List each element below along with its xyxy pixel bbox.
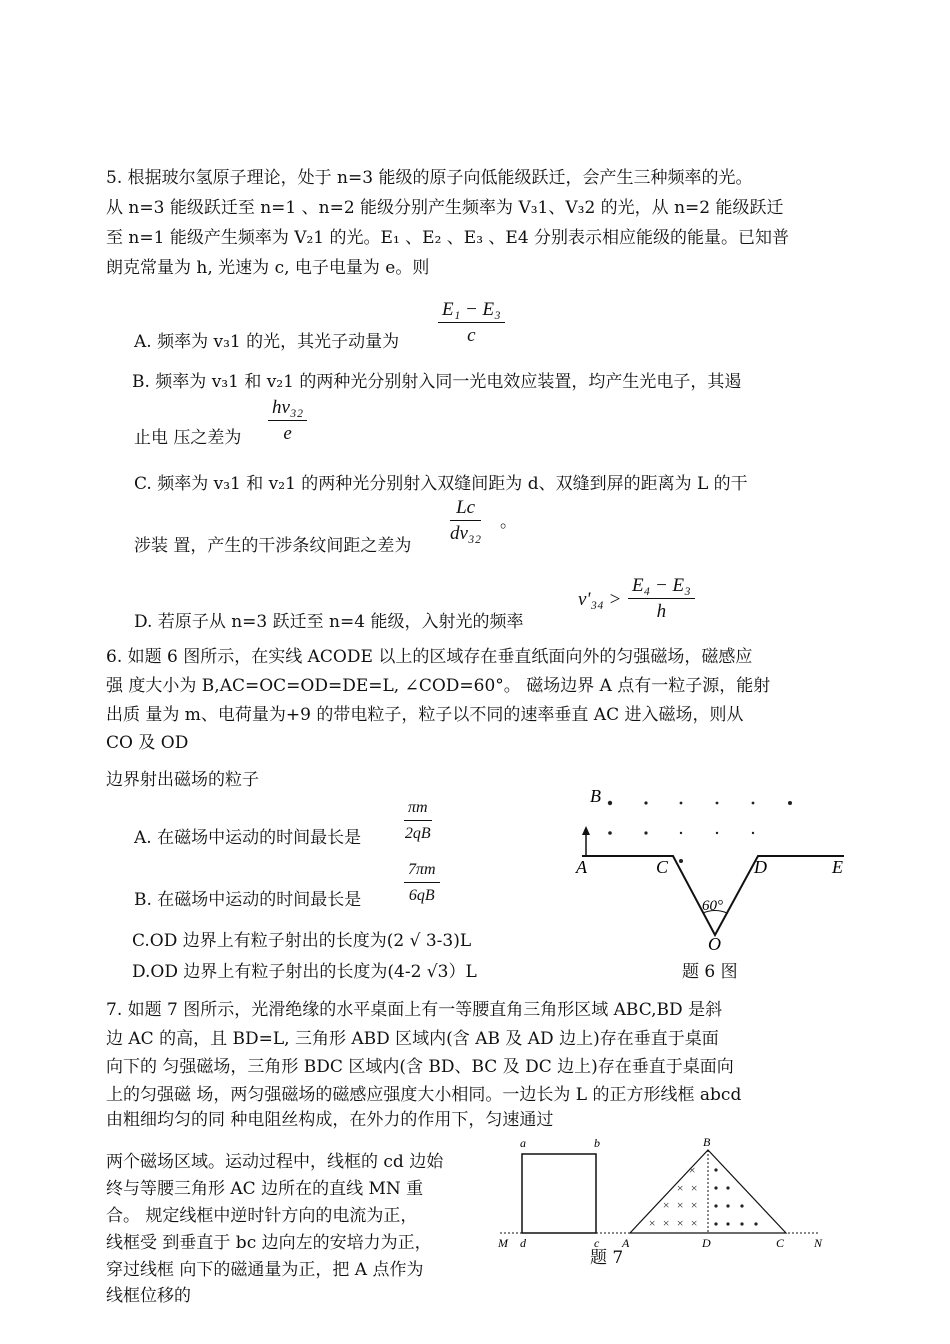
svg-text:×: × (676, 1216, 685, 1230)
q5-option-b-formula (268, 396, 307, 447)
svg-text:×: × (690, 1198, 699, 1212)
q6-stem-line5: 边界射出磁场的粒子 (106, 770, 259, 790)
formula-numerator: 7πm (404, 858, 440, 883)
label-big-d: D (702, 1236, 711, 1250)
formula-numerator: Lc (450, 496, 481, 521)
formula-numerator: E₄ − E₃ (628, 574, 695, 599)
formula-denominator: 2qB (404, 825, 431, 842)
svg-text:×: × (690, 1216, 699, 1230)
q6-option-b-formula (404, 858, 440, 909)
label-o: O (708, 934, 721, 954)
q5-option-c-line2: 涉装 置，产生的干涉条纹间距之差为 (134, 536, 412, 556)
q5-option-c-line1: C. 频率为 v₃1 和 v₂1 的两种光分别射入双缝间距为 d、双缝到屏的距离为 L 的干 (134, 474, 748, 494)
label-c: C (656, 857, 669, 877)
label-a: a (520, 1136, 526, 1150)
q6-figure (570, 780, 860, 955)
label-e: E (832, 857, 843, 877)
label-c: c (594, 1236, 600, 1250)
q7-figure (490, 1132, 830, 1282)
formula-numerator: hv₃₂ (268, 396, 307, 421)
label-a: A (576, 857, 587, 877)
q7-stem-line10: 穿过线框 向下的磁通量为正，把 A 点作为 (106, 1260, 424, 1280)
q6-option-a: A. 在磁场中运动的时间最长是 (134, 828, 362, 848)
label-d: d (520, 1236, 526, 1250)
svg-text:×: × (648, 1216, 657, 1230)
q5-option-d: D. 若原子从 n=3 跃迁至 n=4 能级，入射光的频率 (134, 612, 524, 632)
q7-stem-line4: 上的匀强磁 场，两匀强磁场的磁感应强度大小相同。一边长为 L 的正方形线框 abcd (106, 1085, 742, 1105)
q5-option-a-formula (438, 298, 505, 349)
formula-denominator: e (283, 423, 292, 444)
svg-text:×: × (662, 1198, 671, 1212)
label-n: N (814, 1236, 823, 1250)
q7-stem-line2: 边 AC 的高，且 BD=L, 三角形 ABD 区域内(含 AB 及 AD 边上)存在垂直于桌面 (106, 1029, 719, 1049)
q6-figure-caption: 题 6 图 (682, 962, 738, 982)
q7-stem-line5: 由粗细均匀的同 种电阻丝构成，在外力的作用下，匀速通过 (106, 1110, 554, 1130)
q7-stem-line11: 线框位移的 (106, 1286, 191, 1306)
q5-stem-line3: 至 n=1 能级产生频率为 V₂1 的光。E₁ 、E₂ 、E₃ 、E4 分别表示相应能级的能量。已知普 (106, 228, 790, 248)
q6-option-a-formula (404, 796, 432, 847)
q5-stem-line2: 从 n=3 能级跃迁至 n=1 、n=2 能级分别产生频率为 V₃1、V₃2 的光，从 n=2 能级跃迁 (106, 198, 784, 218)
q7-stem-line9: 线框受 到垂直于 bc 边向左的安培力为正， (106, 1233, 432, 1253)
q7-stem-line1: 7. 如题 7 图所示，光滑绝缘的水平桌面上有一等腰直角三角形区域 ABC,BD 是斜 (106, 1000, 723, 1020)
q6-stem-line4: CO 及 OD (106, 733, 189, 753)
label-b: b (594, 1136, 600, 1150)
q7-stem-line6: 两个磁场区域。运动过程中，线框的 cd 边始 (106, 1152, 444, 1172)
q6-stem-line3: 出质 量为 m、电荷量为+9 的带电粒子，粒子以不同的速率垂直 AC 进入磁场，则从 (106, 705, 744, 725)
svg-text:×: × (688, 1163, 697, 1177)
formula-denominator: h (656, 601, 667, 622)
q6-stem-line1: 6. 如题 6 图所示，在实线 ACODE 以上的区域存在垂直纸面向外的匀强磁场，磁感应 (106, 647, 753, 667)
svg-text:×: × (662, 1216, 671, 1230)
label-m: M (498, 1236, 508, 1250)
q5-option-c-end: 。 (500, 512, 517, 532)
q6-option-d: D.OD 边界上有粒子射出的长度为(4-2 √3）L (132, 962, 477, 982)
q5-option-d-formula (628, 574, 695, 625)
label-big-b: B (703, 1135, 711, 1149)
formula-denominator: 6qB (408, 887, 435, 904)
q5-option-c-formula (450, 496, 481, 547)
q7-stem-line7: 终与等腰三角形 AC 边所在的直线 MN 重 (106, 1179, 424, 1199)
formula-denominator: dv₃₂ (450, 523, 482, 544)
label-b: B (590, 786, 601, 806)
q6-option-b: B. 在磁场中运动的时间最长是 (134, 890, 362, 910)
q6-option-c: C.OD 边界上有粒子射出的长度为(2 √ 3-3)L (132, 931, 472, 951)
label-d: D (754, 857, 767, 877)
q6-stem-line2: 强 度大小为 B,AC=OC=OD=DE=L, ∠COD=60°。 磁场边界 A 点有一粒子源，能射 (106, 676, 771, 696)
q5-option-b-line2: 止电 压之差为 (134, 428, 242, 448)
formula-numerator: πm (404, 796, 432, 821)
formula-numerator: E₁ − E₃ (438, 298, 505, 323)
svg-text:×: × (690, 1181, 699, 1195)
q7-figure-caption: 题 7 (590, 1248, 624, 1268)
q7-stem-line8: 合。 规定线框中逆时针方向的电流为正， (106, 1206, 418, 1226)
label-big-c: C (776, 1236, 785, 1250)
q5-option-d-lhs: v'₃₄ > (578, 589, 622, 610)
q7-stem-line3: 向下的 匀强磁场，三角形 BDC 区域内(含 BD、BC 及 DC 边上)存在垂直于桌面向 (106, 1057, 734, 1077)
q5-option-a: A. 频率为 v₃1 的光，其光子动量为 (134, 332, 400, 352)
svg-text:×: × (676, 1198, 685, 1212)
q5-stem-line1: 5. 根据玻尔氢原子理论，处于 n=3 能级的原子向低能级跃迁，会产生三种频率的光。 (106, 168, 753, 188)
label-big-a: A (622, 1236, 630, 1250)
q5-stem-line4: 朗克常量为 h, 光速为 c, 电子电量为 e。则 (106, 258, 430, 278)
svg-text:×: × (676, 1181, 685, 1195)
formula-denominator: c (467, 325, 476, 346)
q5-option-b-line1: B. 频率为 v₃1 和 v₂1 的两种光分别射入同一光电效应装置，均产生光电子，其遏 (132, 372, 742, 392)
label-angle: 60° (702, 898, 723, 914)
